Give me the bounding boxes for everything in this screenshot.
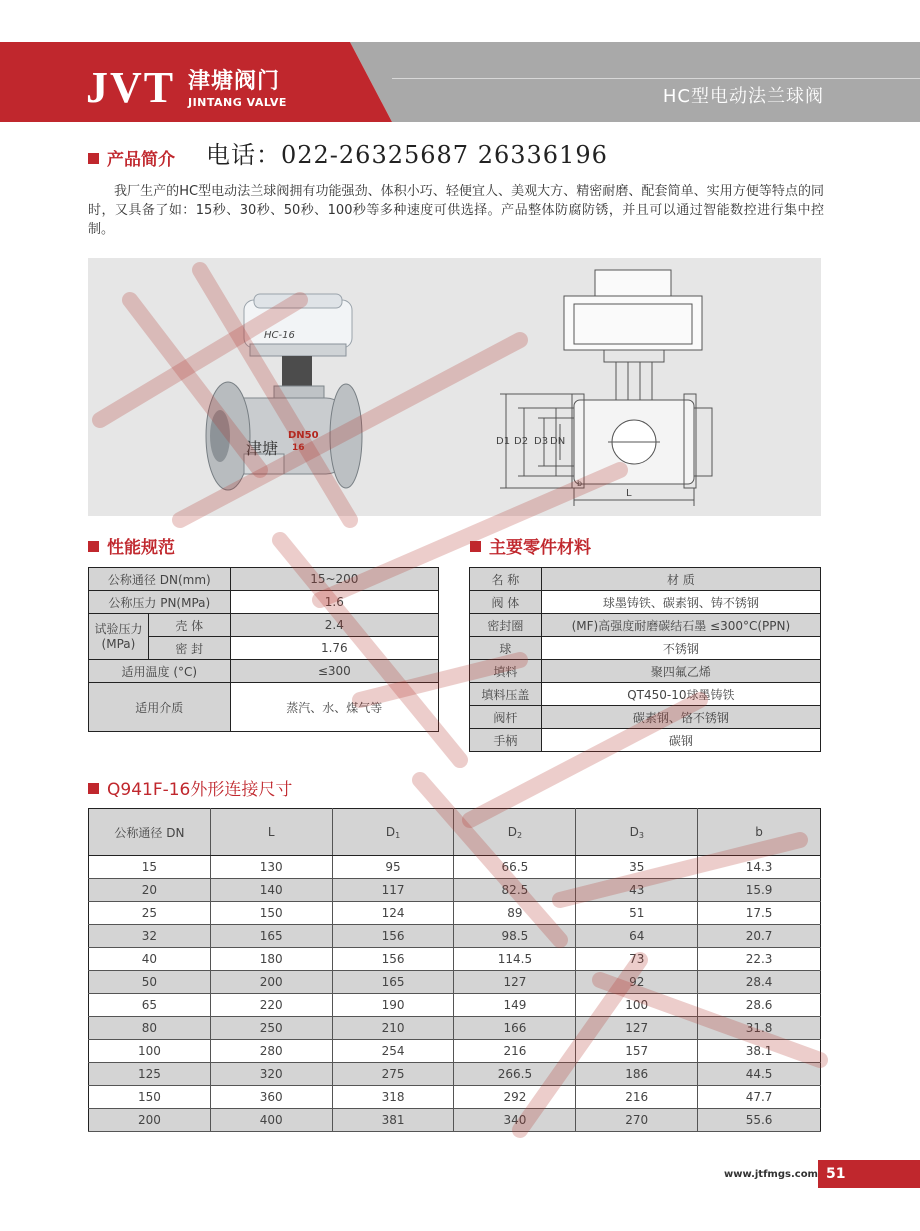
table-row (89, 994, 821, 1017)
spec-label: 壳 体 (148, 614, 230, 637)
part-material: 碳素钢、铬不锈钢 (541, 706, 820, 729)
header-d2 (454, 809, 576, 856)
header-d3 (576, 809, 698, 856)
performance-heading-text: 性能规范 (107, 538, 175, 558)
table-cell: 17.5 (698, 902, 821, 925)
spec-value: 1.76 (230, 637, 438, 660)
actuator-label: HC-16 (264, 330, 295, 341)
valve-photo (206, 294, 362, 490)
table-cell: 157 (576, 1040, 698, 1063)
body-label-pn: 16 (292, 443, 305, 453)
intro-heading-text: 产品简介 (107, 150, 175, 170)
table-cell: 44.5 (698, 1063, 821, 1086)
table-cell: 43 (576, 879, 698, 902)
dimensions-heading-text: Q941F-16外形连接尺寸 (107, 780, 293, 800)
table-cell: 31.8 (698, 1017, 821, 1040)
spec-value: ≤300 (230, 660, 438, 683)
table-row (89, 683, 439, 732)
bullet-square-icon (88, 783, 99, 794)
drawing-label-b: b (577, 479, 583, 488)
table-cell: 100 (89, 1040, 211, 1063)
table-cell: 180 (210, 948, 332, 971)
spec-value: 2.4 (230, 614, 438, 637)
header-text: D (385, 824, 396, 839)
bullet-square-icon (88, 153, 99, 164)
table-cell: 89 (454, 902, 576, 925)
dimensions-heading (88, 780, 292, 800)
table-row (470, 729, 821, 752)
table-row (89, 614, 439, 637)
part-name: 密封圈 (470, 614, 542, 637)
header-grey-band (350, 42, 920, 122)
table-cell: 95 (332, 856, 454, 879)
drawing-label-l: L (626, 488, 632, 499)
part-material: 不锈钢 (541, 637, 820, 660)
spec-label: 公称通径 DN(mm) (89, 568, 231, 591)
product-illustration (88, 258, 821, 516)
spec-label: 公称压力 PN(MPa) (89, 591, 231, 614)
table-cell: 150 (89, 1086, 211, 1109)
table-cell: 216 (454, 1040, 576, 1063)
body-label-dn: DN50 (288, 430, 319, 441)
table-row (470, 614, 821, 637)
table-cell: 220 (210, 994, 332, 1017)
table-row (89, 1109, 821, 1132)
spec-label: 适用介质 (89, 683, 231, 732)
table-cell: 80 (89, 1017, 211, 1040)
dimensions-table (88, 808, 821, 1132)
materials-col-material: 材 质 (541, 568, 820, 591)
part-name: 阀杆 (470, 706, 542, 729)
table-cell: 14.3 (698, 856, 821, 879)
table-cell: 25 (89, 902, 211, 925)
table-row (470, 706, 821, 729)
table-row (89, 1086, 821, 1109)
performance-heading (88, 538, 175, 558)
performance-table (88, 567, 439, 732)
table-cell: 166 (454, 1017, 576, 1040)
table-cell: 47.7 (698, 1086, 821, 1109)
header-text: D (507, 824, 517, 839)
valve-drawing (500, 270, 712, 506)
header-b (698, 809, 821, 856)
header-l (210, 809, 332, 856)
intro-paragraph: 我厂生产的HC型电动法兰球阀拥有功能强劲、体积小巧、轻便宜人、美观大方、精密耐磨、配套简单、实用方便等特点的同时，又具备了如：15秒、30秒、50秒、100秒等多种速度可供选择。产品整体防腐防锈，并且可以通过智能数控进行集中控制。 (88, 184, 824, 237)
header-text: b (755, 825, 763, 839)
table-row (470, 637, 821, 660)
spec-label: 适用温度 (°C) (89, 660, 231, 683)
table-cell: 117 (332, 879, 454, 902)
spec-value: 15~200 (230, 568, 438, 591)
header-dn (89, 809, 211, 856)
materials-table (469, 567, 821, 752)
table-cell: 340 (454, 1109, 576, 1132)
table-cell: 156 (332, 948, 454, 971)
part-material: 球墨铸铁、碳素钢、铸不锈钢 (541, 591, 820, 614)
table-cell: 275 (332, 1063, 454, 1086)
part-material: 碳钢 (541, 729, 820, 752)
table-cell: 22.3 (698, 948, 821, 971)
table-cell: 200 (89, 1109, 211, 1132)
table-cell: 35 (576, 856, 698, 879)
table-row (89, 856, 821, 879)
table-cell: 15 (89, 856, 211, 879)
dimensions-body (89, 856, 821, 1132)
table-row (89, 1063, 821, 1086)
table-cell: 20 (89, 879, 211, 902)
phone-number: 电话：022-26325687 26336196 (206, 141, 608, 169)
part-material: (MF)高强度耐磨碳结石墨 ≤300°C(PPN) (541, 614, 820, 637)
table-cell: 50 (89, 971, 211, 994)
table-row (89, 879, 821, 902)
drawing-label-d3: D3 (534, 436, 549, 447)
table-cell: 40 (89, 948, 211, 971)
drawing-label-d2: D2 (514, 436, 529, 447)
table-cell: 140 (210, 879, 332, 902)
photo-watermark: 津塘 (246, 439, 279, 458)
table-row (470, 591, 821, 614)
table-row (470, 568, 821, 591)
page-number: 51 (818, 1160, 920, 1188)
table-cell: 28.6 (698, 994, 821, 1017)
table-cell: 400 (210, 1109, 332, 1132)
table-cell: 38.1 (698, 1040, 821, 1063)
table-cell: 320 (210, 1063, 332, 1086)
header-text: D (629, 824, 639, 839)
footer-url: www.jtfmgs.com (724, 1169, 818, 1180)
table-cell: 98.5 (454, 925, 576, 948)
materials-col-name: 名 称 (470, 568, 542, 591)
table-row (89, 568, 439, 591)
part-material: 聚四氟乙烯 (541, 660, 820, 683)
table-cell: 165 (210, 925, 332, 948)
table-row (470, 660, 821, 683)
part-material: QT450-10球墨铸铁 (541, 683, 820, 706)
table-cell: 73 (576, 948, 698, 971)
logo-text: JVT (86, 63, 176, 112)
drawing-label-d1: D1 (496, 436, 511, 447)
table-cell: 186 (576, 1063, 698, 1086)
table-cell: 127 (454, 971, 576, 994)
brand-name-en: JINTANG VALVE (188, 96, 287, 109)
table-cell: 66.5 (454, 856, 576, 879)
product-image-panel (88, 258, 821, 516)
table-row (89, 660, 439, 683)
table-row (89, 902, 821, 925)
table-cell: 165 (332, 971, 454, 994)
materials-heading-text: 主要零件材料 (489, 538, 591, 558)
header-text: 公称通径 DN (114, 825, 185, 840)
intro-heading (88, 150, 175, 170)
table-cell: 32 (89, 925, 211, 948)
table-cell: 266.5 (454, 1063, 576, 1086)
table-cell: 270 (576, 1109, 698, 1132)
part-name: 填料压盖 (470, 683, 542, 706)
part-name: 手柄 (470, 729, 542, 752)
test-pressure-label: 试验压力 (MPa) (89, 614, 149, 660)
product-title: HC型电动法兰球阀 (662, 86, 824, 107)
table-cell: 250 (210, 1017, 332, 1040)
table-cell: 190 (332, 994, 454, 1017)
header-subscript: 3 (638, 830, 644, 840)
table-cell: 127 (576, 1017, 698, 1040)
table-cell: 292 (454, 1086, 576, 1109)
table-cell: 280 (210, 1040, 332, 1063)
table-cell: 51 (576, 902, 698, 925)
table-cell: 124 (332, 902, 454, 925)
table-cell: 150 (210, 902, 332, 925)
drawing-label-dn: DN (550, 436, 566, 447)
table-row (89, 925, 821, 948)
bullet-square-icon (88, 541, 99, 552)
bullet-square-icon (470, 541, 481, 552)
table-row (470, 683, 821, 706)
spec-value: 蒸汽、水、煤气等 (230, 683, 438, 732)
table-row (89, 948, 821, 971)
table-cell: 82.5 (454, 879, 576, 902)
header-subscript: 2 (516, 830, 523, 840)
header-subscript: 1 (395, 830, 401, 840)
part-name: 阀 体 (470, 591, 542, 614)
spec-value: 1.6 (230, 591, 438, 614)
table-cell: 114.5 (454, 948, 576, 971)
part-name: 填料 (470, 660, 542, 683)
table-cell: 64 (576, 925, 698, 948)
table-cell: 200 (210, 971, 332, 994)
table-cell: 360 (210, 1086, 332, 1109)
table-cell: 216 (576, 1086, 698, 1109)
table-row (89, 1040, 821, 1063)
table-row (89, 1017, 821, 1040)
table-cell: 92 (576, 971, 698, 994)
materials-heading (470, 538, 591, 558)
header-text: L (267, 825, 275, 839)
table-cell: 381 (332, 1109, 454, 1132)
table-cell: 130 (210, 856, 332, 879)
dimensions-header-row (89, 809, 821, 856)
table-cell: 254 (332, 1040, 454, 1063)
header-divider (392, 78, 920, 79)
table-cell: 100 (576, 994, 698, 1017)
table-cell: 28.4 (698, 971, 821, 994)
table-cell: 210 (332, 1017, 454, 1040)
spec-label: 密 封 (148, 637, 230, 660)
table-row (89, 971, 821, 994)
table-cell: 149 (454, 994, 576, 1017)
header-d1 (332, 809, 454, 856)
table-cell: 318 (332, 1086, 454, 1109)
table-cell: 125 (89, 1063, 211, 1086)
part-name: 球 (470, 637, 542, 660)
table-cell: 20.7 (698, 925, 821, 948)
table-cell: 65 (89, 994, 211, 1017)
table-cell: 15.9 (698, 879, 821, 902)
table-cell: 55.6 (698, 1109, 821, 1132)
table-cell: 156 (332, 925, 454, 948)
table-row (89, 591, 439, 614)
brand-name-cn: 津塘阀门 (188, 69, 281, 94)
